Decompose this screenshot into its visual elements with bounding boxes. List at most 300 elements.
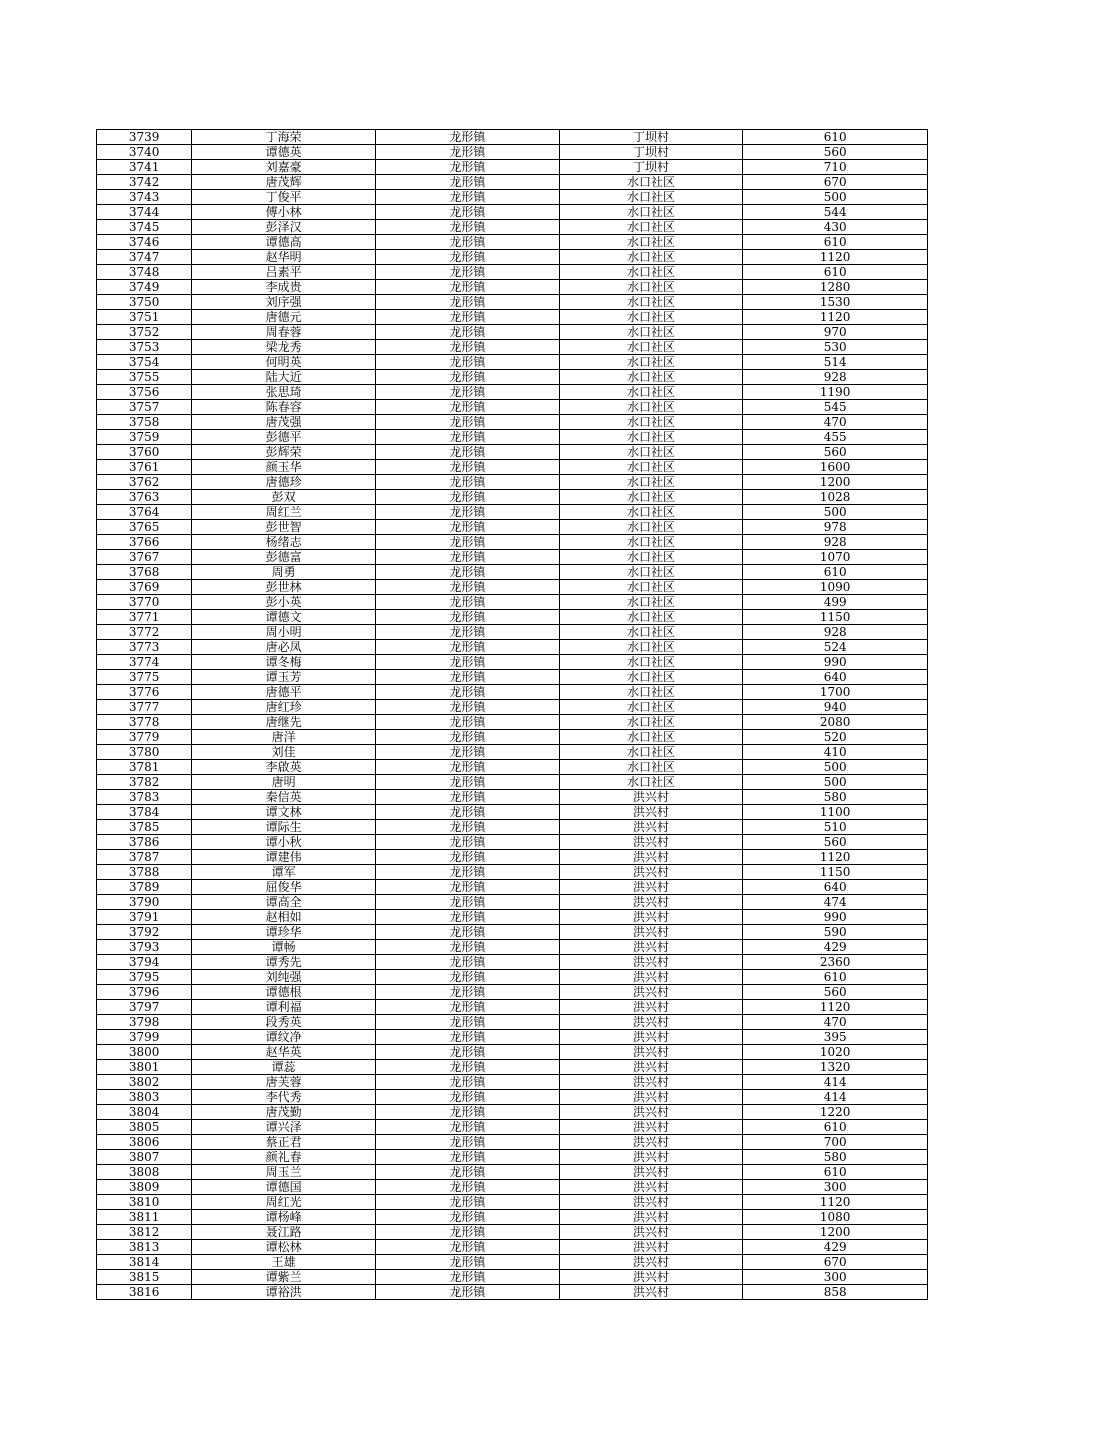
name-cell: 李代秀 [192, 1090, 376, 1105]
town-cell: 龙形镇 [376, 880, 560, 895]
table-row [97, 310, 928, 325]
village-cell: 洪兴村 [559, 1225, 743, 1240]
town-cell: 龙形镇 [376, 835, 560, 850]
row-number-cell: 3777 [97, 700, 192, 715]
table-row [97, 175, 928, 190]
row-number-cell: 3809 [97, 1180, 192, 1195]
name-cell: 傅小林 [192, 205, 376, 220]
amount-cell: 590 [743, 925, 928, 940]
table-row [97, 610, 928, 625]
town-cell: 龙形镇 [376, 1045, 560, 1060]
amount-cell: 499 [743, 595, 928, 610]
row-number-cell: 3799 [97, 1030, 192, 1045]
table-row [97, 955, 928, 970]
table-row [97, 400, 928, 415]
row-number-cell: 3795 [97, 970, 192, 985]
village-cell: 水口社区 [559, 775, 743, 790]
village-cell: 洪兴村 [559, 1210, 743, 1225]
town-cell: 龙形镇 [376, 685, 560, 700]
village-cell: 洪兴村 [559, 925, 743, 940]
amount-cell: 610 [743, 1165, 928, 1180]
table-row [97, 895, 928, 910]
town-cell: 龙形镇 [376, 670, 560, 685]
name-cell: 周春蓉 [192, 325, 376, 340]
name-cell: 唐德平 [192, 685, 376, 700]
amount-cell: 470 [743, 1015, 928, 1030]
name-cell: 唐明 [192, 775, 376, 790]
town-cell: 龙形镇 [376, 250, 560, 265]
town-cell: 龙形镇 [376, 505, 560, 520]
table-row [97, 865, 928, 880]
row-number-cell: 3790 [97, 895, 192, 910]
table-row [97, 280, 928, 295]
row-number-cell: 3769 [97, 580, 192, 595]
row-number-cell: 3787 [97, 850, 192, 865]
row-number-cell: 3752 [97, 325, 192, 340]
row-number-cell: 3773 [97, 640, 192, 655]
town-cell: 龙形镇 [376, 745, 560, 760]
village-cell: 水口社区 [559, 175, 743, 190]
table-row [97, 370, 928, 385]
name-cell: 谭松林 [192, 1240, 376, 1255]
village-cell: 水口社区 [559, 205, 743, 220]
name-cell: 赵华明 [192, 250, 376, 265]
village-cell: 水口社区 [559, 370, 743, 385]
row-number-cell: 3800 [97, 1045, 192, 1060]
amount-cell: 1600 [743, 460, 928, 475]
village-cell: 水口社区 [559, 625, 743, 640]
town-cell: 龙形镇 [376, 640, 560, 655]
town-cell: 龙形镇 [376, 490, 560, 505]
name-cell: 周玉兰 [192, 1165, 376, 1180]
village-cell: 洪兴村 [559, 955, 743, 970]
town-cell: 龙形镇 [376, 730, 560, 745]
row-number-cell: 3797 [97, 1000, 192, 1015]
row-number-cell: 3766 [97, 535, 192, 550]
table-row [97, 730, 928, 745]
village-cell: 洪兴村 [559, 1270, 743, 1285]
town-cell: 龙形镇 [376, 295, 560, 310]
village-cell: 水口社区 [559, 640, 743, 655]
table-row [97, 340, 928, 355]
table-row [97, 670, 928, 685]
name-cell: 唐德元 [192, 310, 376, 325]
village-cell: 水口社区 [559, 745, 743, 760]
name-cell: 段秀英 [192, 1015, 376, 1030]
table-row [97, 700, 928, 715]
town-cell: 龙形镇 [376, 970, 560, 985]
town-cell: 龙形镇 [376, 985, 560, 1000]
town-cell: 龙形镇 [376, 1195, 560, 1210]
amount-cell: 500 [743, 760, 928, 775]
row-number-cell: 3785 [97, 820, 192, 835]
table-row [97, 190, 928, 205]
row-number-cell: 3803 [97, 1090, 192, 1105]
amount-cell: 560 [743, 445, 928, 460]
town-cell: 龙形镇 [376, 580, 560, 595]
amount-cell: 1120 [743, 1000, 928, 1015]
name-cell: 唐必凤 [192, 640, 376, 655]
town-cell: 龙形镇 [376, 1270, 560, 1285]
row-number-cell: 3781 [97, 760, 192, 775]
table-row [97, 1240, 928, 1255]
town-cell: 龙形镇 [376, 760, 560, 775]
town-cell: 龙形镇 [376, 1090, 560, 1105]
row-number-cell: 3788 [97, 865, 192, 880]
village-cell: 洪兴村 [559, 1015, 743, 1030]
row-number-cell: 3760 [97, 445, 192, 460]
town-cell: 龙形镇 [376, 445, 560, 460]
table-row [97, 580, 928, 595]
row-number-cell: 3774 [97, 655, 192, 670]
amount-cell: 1190 [743, 385, 928, 400]
name-cell: 谭小秋 [192, 835, 376, 850]
row-number-cell: 3814 [97, 1255, 192, 1270]
name-cell: 秦信英 [192, 790, 376, 805]
amount-cell: 410 [743, 745, 928, 760]
amount-cell: 1070 [743, 550, 928, 565]
village-cell: 水口社区 [559, 220, 743, 235]
row-number-cell: 3784 [97, 805, 192, 820]
amount-cell: 610 [743, 1120, 928, 1135]
name-cell: 屈俊华 [192, 880, 376, 895]
row-number-cell: 3793 [97, 940, 192, 955]
table-row [97, 235, 928, 250]
village-cell: 洪兴村 [559, 835, 743, 850]
row-number-cell: 3747 [97, 250, 192, 265]
amount-cell: 560 [743, 985, 928, 1000]
village-cell: 水口社区 [559, 655, 743, 670]
name-cell: 赵华英 [192, 1045, 376, 1060]
amount-cell: 2360 [743, 955, 928, 970]
row-number-cell: 3782 [97, 775, 192, 790]
town-cell: 龙形镇 [376, 265, 560, 280]
town-cell: 龙形镇 [376, 340, 560, 355]
town-cell: 龙形镇 [376, 370, 560, 385]
table-row [97, 685, 928, 700]
village-cell: 水口社区 [559, 430, 743, 445]
table-row [97, 475, 928, 490]
name-cell: 陈春容 [192, 400, 376, 415]
name-cell: 谭杨峰 [192, 1210, 376, 1225]
row-number-cell: 3798 [97, 1015, 192, 1030]
name-cell: 谭玉芳 [192, 670, 376, 685]
row-number-cell: 3796 [97, 985, 192, 1000]
town-cell: 龙形镇 [376, 190, 560, 205]
town-cell: 龙形镇 [376, 955, 560, 970]
village-cell: 丁坝村 [559, 160, 743, 175]
village-cell: 洪兴村 [559, 1075, 743, 1090]
name-cell: 谭蕊 [192, 1060, 376, 1075]
town-cell: 龙形镇 [376, 610, 560, 625]
amount-cell: 395 [743, 1030, 928, 1045]
village-cell: 洪兴村 [559, 790, 743, 805]
row-number-cell: 3744 [97, 205, 192, 220]
town-cell: 龙形镇 [376, 520, 560, 535]
table-row [97, 205, 928, 220]
town-cell: 龙形镇 [376, 535, 560, 550]
village-cell: 水口社区 [559, 235, 743, 250]
village-cell: 洪兴村 [559, 1045, 743, 1060]
amount-cell: 1028 [743, 490, 928, 505]
table-row [97, 490, 928, 505]
village-cell: 水口社区 [559, 310, 743, 325]
name-cell: 唐茂辉 [192, 175, 376, 190]
town-cell: 龙形镇 [376, 1285, 560, 1300]
amount-cell: 858 [743, 1285, 928, 1300]
village-cell: 洪兴村 [559, 1105, 743, 1120]
table-row [97, 625, 928, 640]
table-row [97, 1210, 928, 1225]
village-cell: 水口社区 [559, 325, 743, 340]
table-row [97, 940, 928, 955]
table-row [97, 550, 928, 565]
row-number-cell: 3783 [97, 790, 192, 805]
amount-cell: 500 [743, 775, 928, 790]
row-number-cell: 3768 [97, 565, 192, 580]
name-cell: 唐洋 [192, 730, 376, 745]
village-cell: 水口社区 [559, 520, 743, 535]
row-number-cell: 3746 [97, 235, 192, 250]
town-cell: 龙形镇 [376, 1150, 560, 1165]
name-cell: 刘嘉豪 [192, 160, 376, 175]
data-table [96, 129, 928, 1300]
table-row [97, 250, 928, 265]
town-cell: 龙形镇 [376, 1075, 560, 1090]
village-cell: 洪兴村 [559, 805, 743, 820]
row-number-cell: 3742 [97, 175, 192, 190]
amount-cell: 990 [743, 655, 928, 670]
town-cell: 龙形镇 [376, 1000, 560, 1015]
table-row [97, 355, 928, 370]
village-cell: 水口社区 [559, 400, 743, 415]
row-number-cell: 3778 [97, 715, 192, 730]
village-cell: 水口社区 [559, 415, 743, 430]
amount-cell: 610 [743, 130, 928, 145]
name-cell: 李成贵 [192, 280, 376, 295]
amount-cell: 1320 [743, 1060, 928, 1075]
village-cell: 洪兴村 [559, 1030, 743, 1045]
row-number-cell: 3779 [97, 730, 192, 745]
amount-cell: 640 [743, 670, 928, 685]
name-cell: 聂江路 [192, 1225, 376, 1240]
village-cell: 洪兴村 [559, 1150, 743, 1165]
name-cell: 谭德高 [192, 235, 376, 250]
row-number-cell: 3812 [97, 1225, 192, 1240]
village-cell: 水口社区 [559, 685, 743, 700]
town-cell: 龙形镇 [376, 385, 560, 400]
amount-cell: 414 [743, 1090, 928, 1105]
name-cell: 谭高全 [192, 895, 376, 910]
table-row [97, 385, 928, 400]
name-cell: 谭纹净 [192, 1030, 376, 1045]
amount-cell: 545 [743, 400, 928, 415]
row-number-cell: 3740 [97, 145, 192, 160]
name-cell: 唐继先 [192, 715, 376, 730]
table-row [97, 1285, 928, 1300]
village-cell: 洪兴村 [559, 895, 743, 910]
table-row [97, 505, 928, 520]
amount-cell: 1090 [743, 580, 928, 595]
town-cell: 龙形镇 [376, 415, 560, 430]
row-number-cell: 3811 [97, 1210, 192, 1225]
village-cell: 水口社区 [559, 190, 743, 205]
village-cell: 水口社区 [559, 280, 743, 295]
row-number-cell: 3748 [97, 265, 192, 280]
town-cell: 龙形镇 [376, 205, 560, 220]
village-cell: 水口社区 [559, 700, 743, 715]
village-cell: 水口社区 [559, 760, 743, 775]
town-cell: 龙形镇 [376, 865, 560, 880]
town-cell: 龙形镇 [376, 625, 560, 640]
village-cell: 丁坝村 [559, 145, 743, 160]
village-cell: 洪兴村 [559, 970, 743, 985]
table-body [97, 130, 928, 1300]
row-number-cell: 3815 [97, 1270, 192, 1285]
name-cell: 蔡正君 [192, 1135, 376, 1150]
amount-cell: 1120 [743, 310, 928, 325]
table-row [97, 820, 928, 835]
amount-cell: 1020 [743, 1045, 928, 1060]
town-cell: 龙形镇 [376, 1255, 560, 1270]
town-cell: 龙形镇 [376, 475, 560, 490]
row-number-cell: 3772 [97, 625, 192, 640]
table-row [97, 1165, 928, 1180]
town-cell: 龙形镇 [376, 805, 560, 820]
name-cell: 唐茂勤 [192, 1105, 376, 1120]
name-cell: 颜玉华 [192, 460, 376, 475]
town-cell: 龙形镇 [376, 220, 560, 235]
name-cell: 彭德富 [192, 550, 376, 565]
table-row [97, 1135, 928, 1150]
village-cell: 洪兴村 [559, 1285, 743, 1300]
name-cell: 谭紫兰 [192, 1270, 376, 1285]
amount-cell: 670 [743, 1255, 928, 1270]
name-cell: 彭世林 [192, 580, 376, 595]
name-cell: 颜礼春 [192, 1150, 376, 1165]
village-cell: 洪兴村 [559, 880, 743, 895]
amount-cell: 514 [743, 355, 928, 370]
row-number-cell: 3801 [97, 1060, 192, 1075]
row-number-cell: 3750 [97, 295, 192, 310]
name-cell: 彭德平 [192, 430, 376, 445]
row-number-cell: 3794 [97, 955, 192, 970]
table-row [97, 1000, 928, 1015]
table-row [97, 325, 928, 340]
village-cell: 洪兴村 [559, 1180, 743, 1195]
amount-cell: 530 [743, 340, 928, 355]
table-row [97, 220, 928, 235]
amount-cell: 1220 [743, 1105, 928, 1120]
table-row [97, 445, 928, 460]
village-cell: 水口社区 [559, 490, 743, 505]
name-cell: 张思琦 [192, 385, 376, 400]
village-cell: 水口社区 [559, 355, 743, 370]
table-row [97, 1105, 928, 1120]
amount-cell: 544 [743, 205, 928, 220]
amount-cell: 455 [743, 430, 928, 445]
village-cell: 洪兴村 [559, 1060, 743, 1075]
name-cell: 周红光 [192, 1195, 376, 1210]
amount-cell: 560 [743, 835, 928, 850]
name-cell: 周红兰 [192, 505, 376, 520]
amount-cell: 300 [743, 1270, 928, 1285]
village-cell: 洪兴村 [559, 910, 743, 925]
name-cell: 谭秀先 [192, 955, 376, 970]
name-cell: 陆大近 [192, 370, 376, 385]
table-row [97, 1015, 928, 1030]
table-row [97, 850, 928, 865]
amount-cell: 580 [743, 790, 928, 805]
town-cell: 龙形镇 [376, 160, 560, 175]
row-number-cell: 3757 [97, 400, 192, 415]
table-row [97, 430, 928, 445]
village-cell: 水口社区 [559, 610, 743, 625]
name-cell: 王雄 [192, 1255, 376, 1270]
town-cell: 龙形镇 [376, 790, 560, 805]
amount-cell: 978 [743, 520, 928, 535]
table-row [97, 1120, 928, 1135]
amount-cell: 474 [743, 895, 928, 910]
amount-cell: 520 [743, 730, 928, 745]
town-cell: 龙形镇 [376, 910, 560, 925]
table-row [97, 1255, 928, 1270]
town-cell: 龙形镇 [376, 280, 560, 295]
row-number-cell: 3763 [97, 490, 192, 505]
name-cell: 吕素平 [192, 265, 376, 280]
amount-cell: 1280 [743, 280, 928, 295]
town-cell: 龙形镇 [376, 1240, 560, 1255]
village-cell: 洪兴村 [559, 1090, 743, 1105]
village-cell: 洪兴村 [559, 940, 743, 955]
name-cell: 彭小英 [192, 595, 376, 610]
town-cell: 龙形镇 [376, 310, 560, 325]
amount-cell: 1120 [743, 850, 928, 865]
row-number-cell: 3749 [97, 280, 192, 295]
amount-cell: 710 [743, 160, 928, 175]
amount-cell: 610 [743, 970, 928, 985]
table-row [97, 520, 928, 535]
amount-cell: 500 [743, 505, 928, 520]
name-cell: 丁俊平 [192, 190, 376, 205]
amount-cell: 1200 [743, 1225, 928, 1240]
name-cell: 刘序强 [192, 295, 376, 310]
name-cell: 彭世智 [192, 520, 376, 535]
table-row [97, 1030, 928, 1045]
town-cell: 龙形镇 [376, 1135, 560, 1150]
name-cell: 刘纯强 [192, 970, 376, 985]
row-number-cell: 3791 [97, 910, 192, 925]
table-row [97, 880, 928, 895]
town-cell: 龙形镇 [376, 895, 560, 910]
village-cell: 水口社区 [559, 460, 743, 475]
table-row [97, 970, 928, 985]
row-number-cell: 3807 [97, 1150, 192, 1165]
town-cell: 龙形镇 [376, 400, 560, 415]
amount-cell: 990 [743, 910, 928, 925]
row-number-cell: 3753 [97, 340, 192, 355]
table-row [97, 640, 928, 655]
table-row [97, 1075, 928, 1090]
amount-cell: 2080 [743, 715, 928, 730]
amount-cell: 580 [743, 1150, 928, 1165]
name-cell: 周勇 [192, 565, 376, 580]
village-cell: 水口社区 [559, 595, 743, 610]
table-row [97, 145, 928, 160]
town-cell: 龙形镇 [376, 550, 560, 565]
table-row [97, 1225, 928, 1240]
row-number-cell: 3759 [97, 430, 192, 445]
